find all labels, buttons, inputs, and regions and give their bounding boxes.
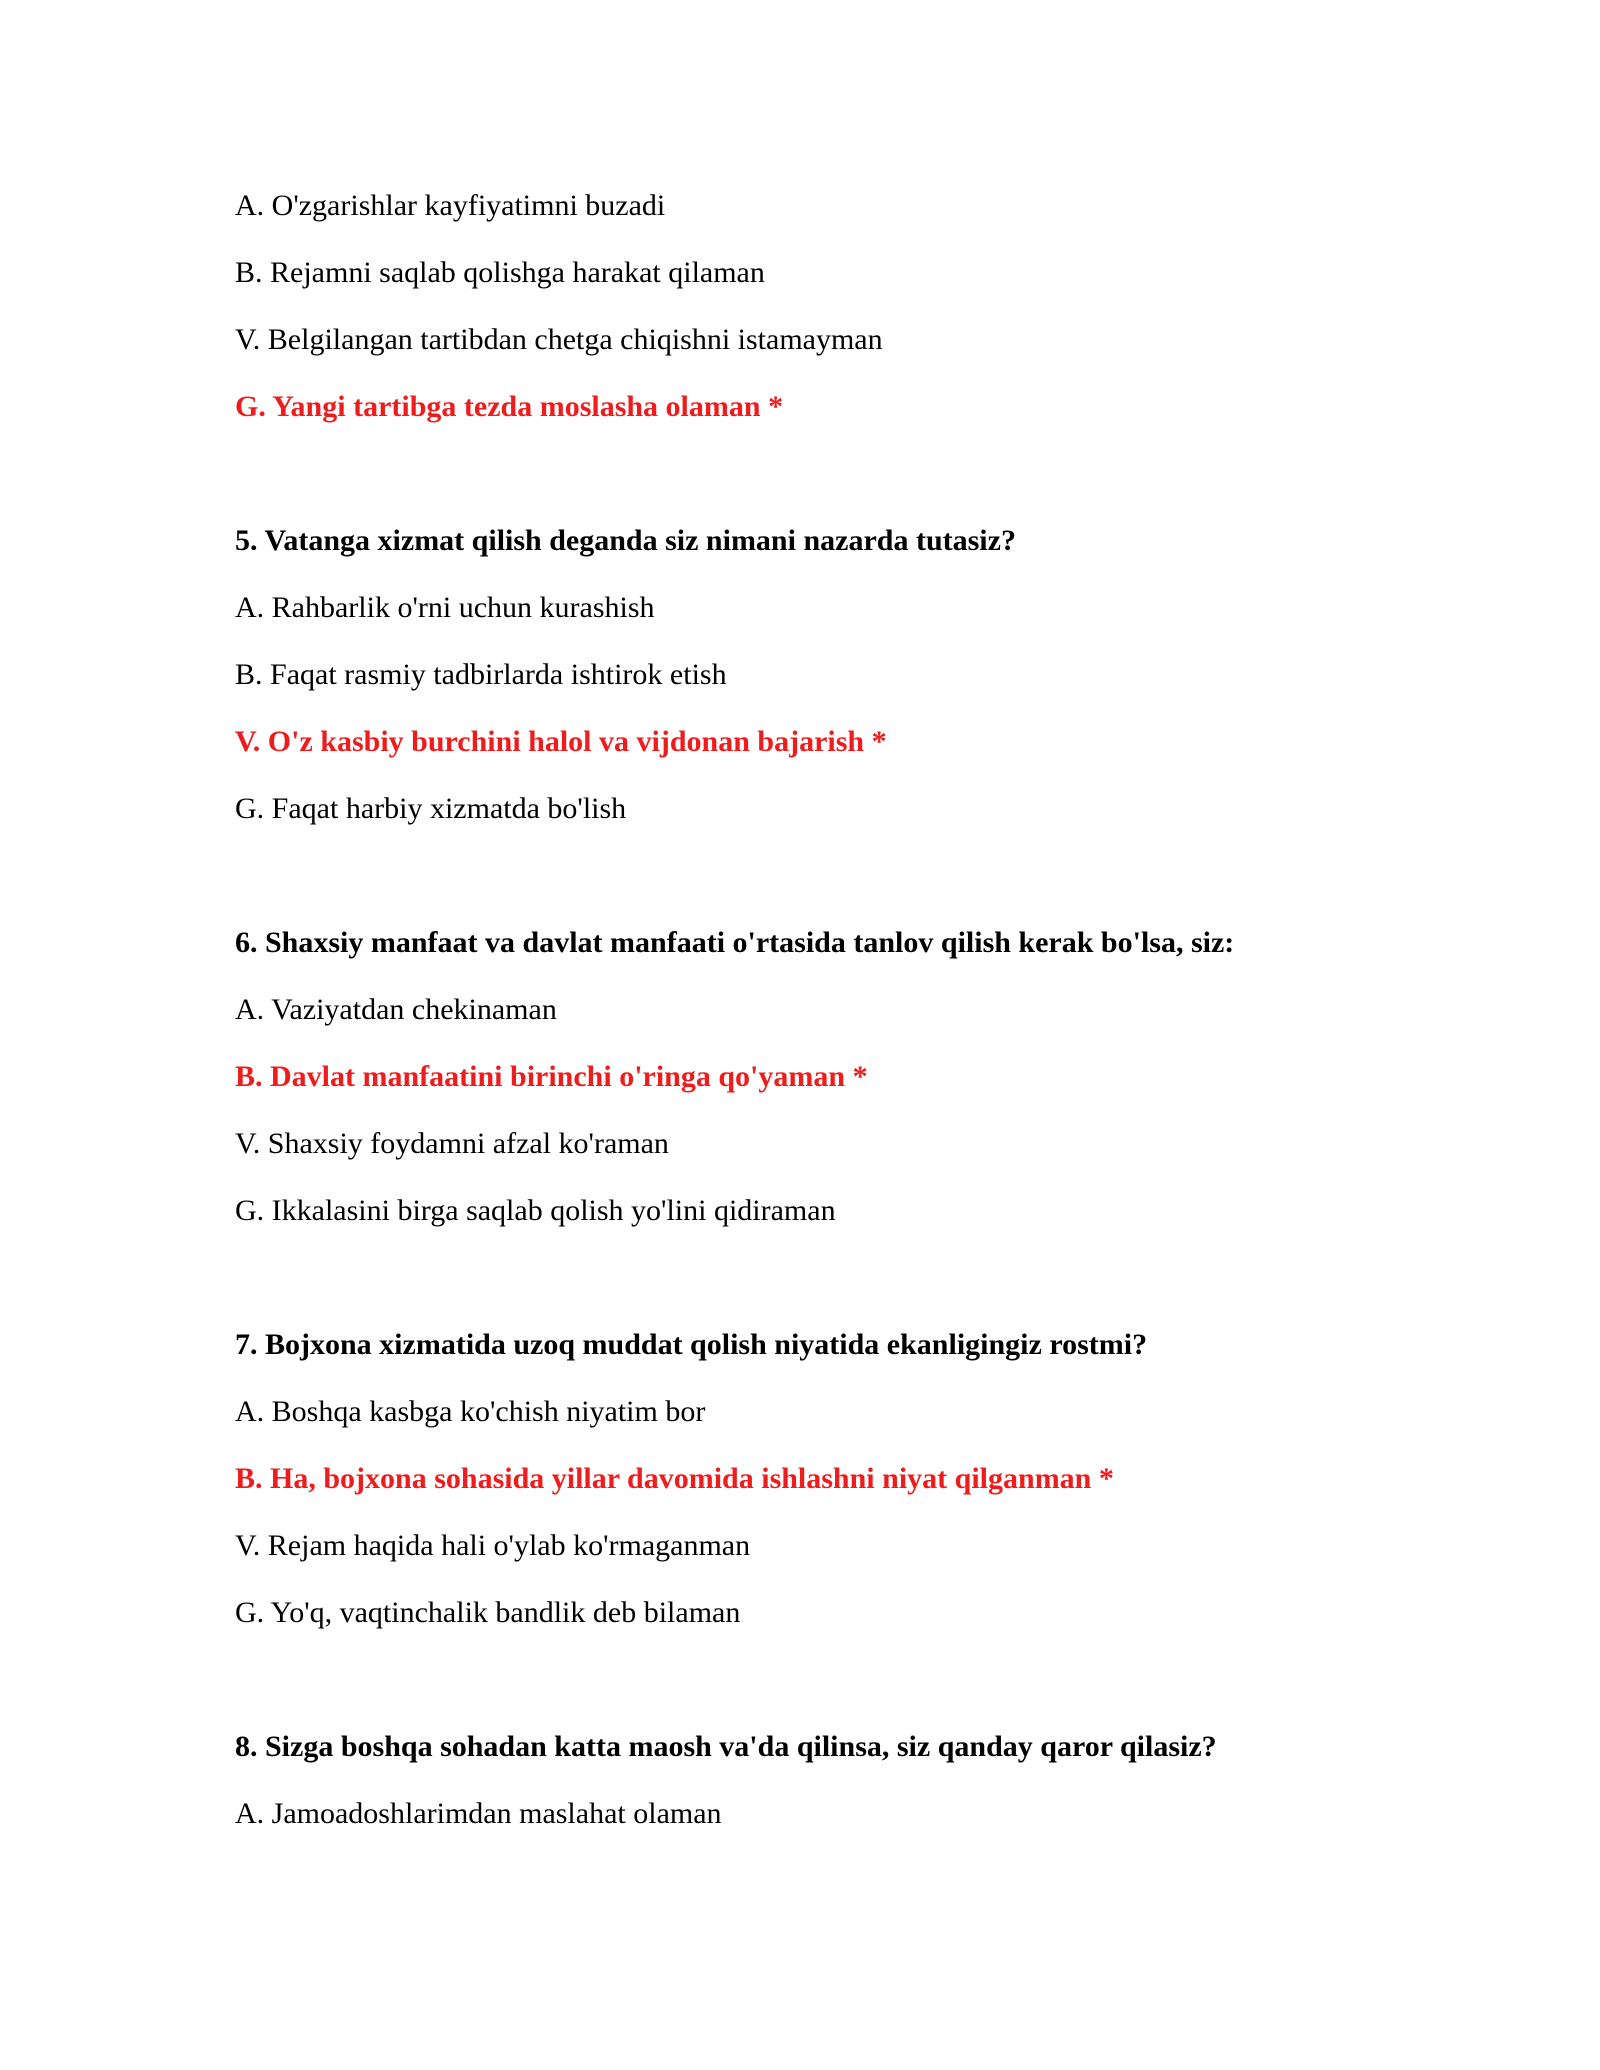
q7-option-g: G. Yo'q, vaqtinchalik bandlik deb bilaman [235, 1596, 741, 1629]
q4-option-v: V. Belgilangan tartibdan chetga chiqishni istamayman [235, 323, 883, 356]
q6-option-v: V. Shaxsiy foydamni afzal ko'raman [235, 1127, 669, 1160]
q6-question: 6. Shaxsiy manfaat va davlat manfaati o'rtasida tanlov qilish kerak bo'lsa, siz: [235, 926, 1235, 959]
q6-option-a: A. Vaziyatdan chekinaman [235, 993, 557, 1026]
q5-question: 5. Vatanga xizmat qilish deganda siz nimani nazarda tutasiz? [235, 524, 1016, 557]
q8-question: 8. Sizga boshqa sohadan katta maosh va'da qilinsa, siz qanday qaror qilasiz? [235, 1730, 1217, 1763]
q5-option-b: B. Faqat rasmiy tadbirlarda ishtirok etish [235, 658, 727, 691]
q4-option-a: A. O'zgarishlar kayfiyatimni buzadi [235, 189, 666, 222]
q5-option-v-correct: V. O'z kasbiy burchini halol va vijdonan bajarish * [235, 725, 887, 758]
q7-option-a: A. Boshqa kasbga ko'chish niyatim bor [235, 1395, 706, 1428]
q6-option-b-correct: B. Davlat manfaatini birinchi o'ringa qo'yaman * [235, 1060, 868, 1093]
q7-option-v: V. Rejam haqida hali o'ylab ko'rmaganman [235, 1529, 751, 1562]
q5-option-g: G. Faqat harbiy xizmatda bo'lish [235, 792, 627, 825]
q4-option-g-correct: G. Yangi tartibga tezda moslasha olaman * [235, 390, 784, 423]
q8-option-a: A. Jamoadoshlarimdan maslahat olaman [235, 1797, 722, 1830]
q6-option-g: G. Ikkalasini birga saqlab qolish yo'lini qidiraman [235, 1194, 836, 1227]
q4-option-b: B. Rejamni saqlab qolishga harakat qilaman [235, 256, 765, 289]
q7-question: 7. Bojxona xizmatida uzoq muddat qolish niyatida ekanligingiz rostmi? [235, 1328, 1148, 1361]
q7-option-b-correct: B. Ha, bojxona sohasida yillar davomida ishlashni niyat qilganman * [235, 1462, 1114, 1495]
q5-option-a: A. Rahbarlik o'rni uchun kurashish [235, 591, 655, 624]
